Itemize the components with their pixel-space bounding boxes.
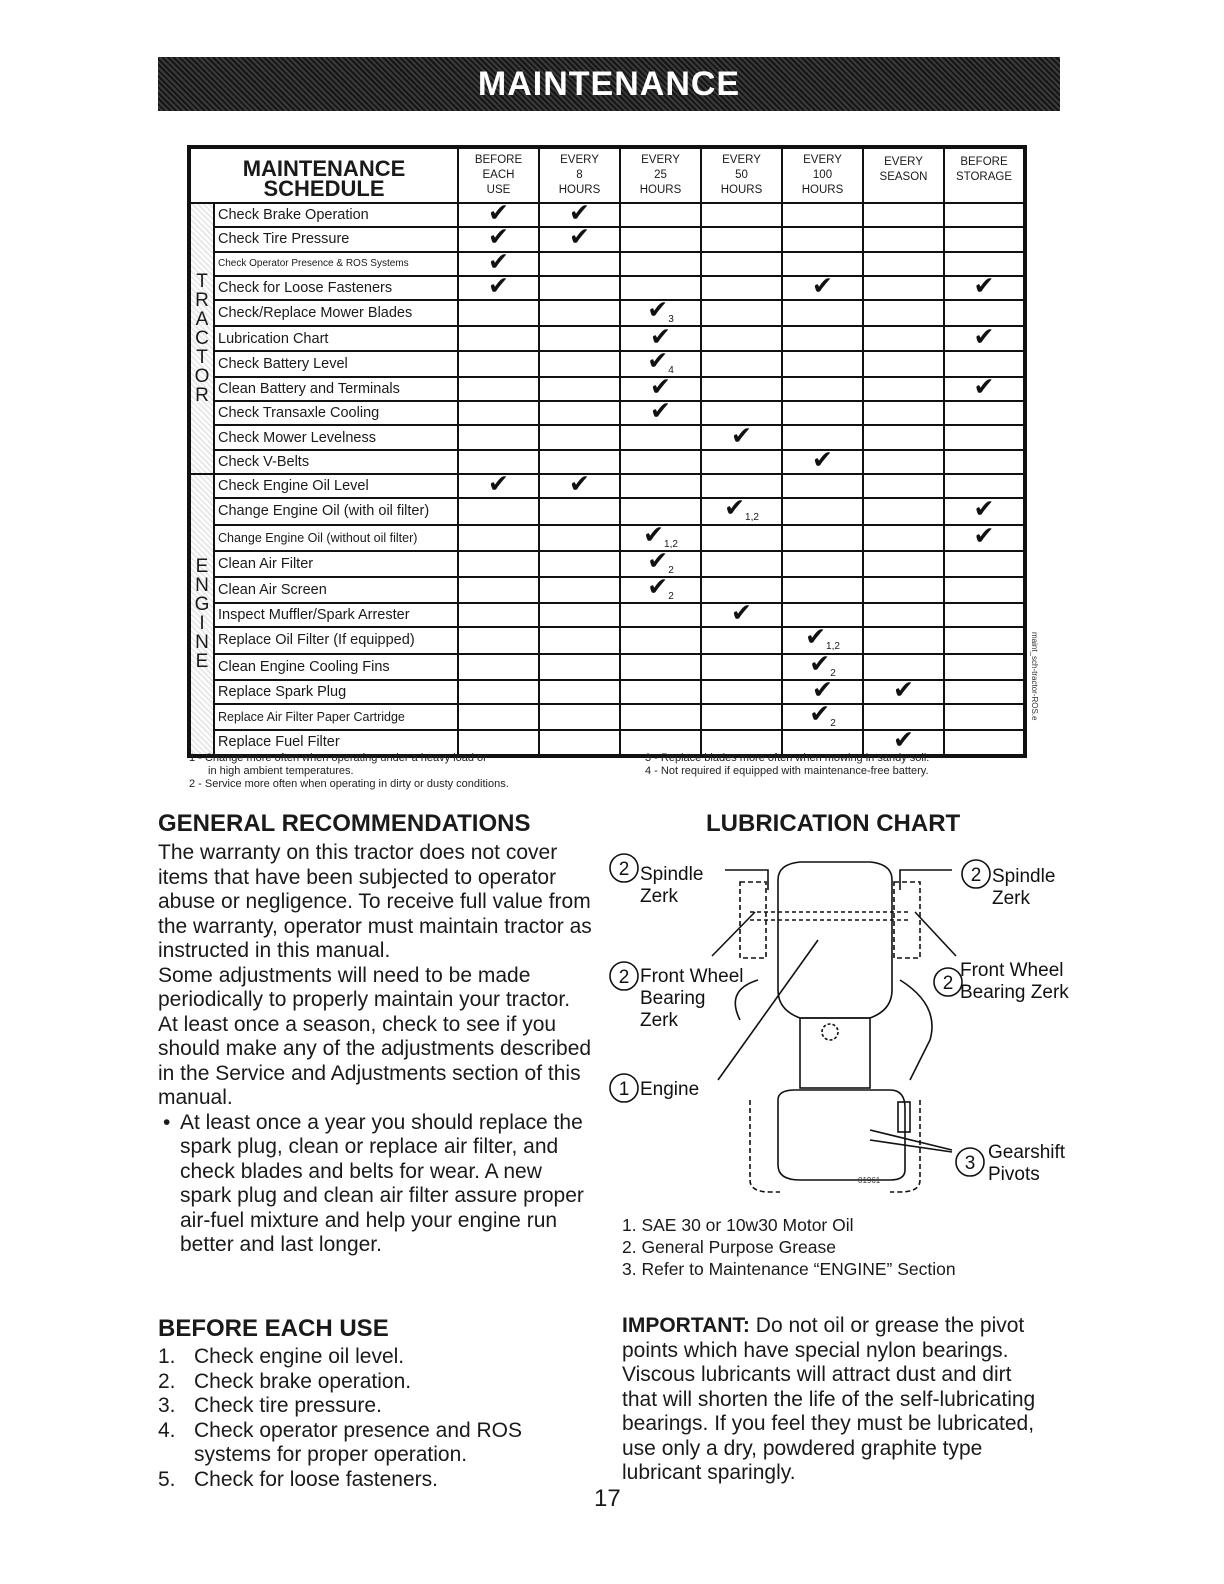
schedule-cell (863, 450, 944, 474)
check-mark-icon: ✔ (973, 372, 995, 401)
schedule-cell (458, 704, 539, 730)
schedule-cell (539, 326, 620, 350)
maintenance-schedule-table (187, 145, 1027, 758)
check-mark-icon: ✔ (650, 372, 671, 401)
schedule-cell (701, 276, 782, 300)
list-item: 3. Refer to Maintenance “ENGINE” Section (622, 1259, 956, 1279)
check-footnote-ref: 2 (830, 718, 836, 730)
schedule-cell (458, 351, 539, 377)
schedule-cell (782, 699, 863, 730)
footnote-1-cont: in high ambient temperatures. (208, 765, 354, 777)
schedule-cell (701, 227, 782, 251)
schedule-title-line2: SCHEDULE (263, 175, 385, 201)
check-footnote-ref: 1,2 (664, 538, 678, 550)
check-mark-icon: ✔ (973, 494, 995, 524)
task-label: Replace Air Filter Paper Cartridge (214, 704, 458, 730)
schedule-cell (620, 450, 701, 474)
schedule-cell (863, 551, 944, 577)
table-row (189, 252, 1025, 276)
schedule-cell (782, 326, 863, 350)
schedule-cell (863, 425, 944, 449)
schedule-cell (701, 203, 782, 227)
schedule-side-code: maint_sch-tractor-ROS.e (1030, 632, 1039, 721)
before-use-heading: BEFORE EACH USE (158, 1315, 389, 1342)
schedule-cell (539, 704, 620, 730)
lubrication-diagram (600, 840, 1090, 1210)
schedule-cell (458, 680, 539, 704)
schedule-cell (782, 300, 863, 326)
tractor-seat (778, 1090, 905, 1180)
schedule-cell (944, 425, 1025, 449)
spindle-left-label-2: Zerk (640, 886, 678, 907)
col-header-4: EVERY 100 HOURS (782, 147, 863, 203)
footnote-4: 4 - Not required if equipped with maintenance-free battery. (645, 765, 929, 777)
check-mark-icon: ✔ (643, 519, 665, 549)
list-item: 3. Check tire pressure. (158, 1394, 382, 1417)
schedule-cell (863, 300, 944, 326)
schedule-cell (458, 525, 539, 551)
schedule-cell (620, 571, 701, 603)
list-item: 4. Check operator presence and ROS systems for proper operation. (158, 1418, 523, 1466)
important-text: Do not oil or grease the pivot points which have special nylon bearings. Viscous lubricants will attract dust and dirt that will shorten the life of the self-lubricating bearings. If you feel they must be lubricated, use only a dry, powdered graphite type lubricant sparingly. (622, 1314, 1036, 1484)
check-mark-icon: ✔ (973, 271, 995, 301)
col-header-5: EVERY SEASON (863, 147, 944, 203)
schedule-cell (944, 520, 1025, 551)
schedule-title (189, 147, 458, 203)
gearshift-label-2: Pivots (988, 1164, 1040, 1185)
table-row (189, 425, 1025, 449)
schedule-cell (701, 551, 782, 577)
schedule-cell (944, 704, 1025, 730)
check-footnote-ref: 2 (668, 591, 674, 603)
fw-left-label: Front Wheel (640, 966, 744, 987)
schedule-cell (944, 603, 1025, 627)
check-footnote-ref: 3 (668, 314, 674, 326)
table-row (189, 577, 1025, 603)
schedule-cell (782, 401, 863, 425)
task-label: Clean Air Filter (214, 551, 458, 577)
col-header-6: BEFORE STORAGE (944, 147, 1025, 203)
general-para-1: The warranty on this tractor does not cover items that have been subjected to operator abuse or negligence. To receive full value from the warranty, operator must maintain tractor as instructed in this manual. (158, 841, 592, 962)
footnotes-right (645, 752, 929, 778)
check-mark-icon: ✔ (812, 674, 833, 704)
schedule-cell (782, 474, 863, 498)
leader-engine (718, 940, 818, 1080)
list-item: 1. SAE 30 or 10w30 Motor Oil (622, 1215, 854, 1235)
check-mark-icon: ✔ (973, 321, 995, 351)
schedule-cell (863, 351, 944, 377)
check-footnote-ref: 2 (830, 667, 836, 679)
task-label: Clean Battery and Terminals (214, 377, 458, 401)
list-item: 1. Check engine oil level. (158, 1345, 405, 1368)
check-mark-icon: ✔ (805, 622, 827, 652)
table-row (189, 450, 1025, 474)
gearshift-label: Gearshift (988, 1142, 1066, 1163)
schedule-cell (539, 680, 620, 704)
general-body (158, 841, 598, 1258)
deck-right-arc (900, 980, 932, 1080)
lubrication-heading: LUBRICATION CHART (706, 810, 961, 837)
task-label: Check Transaxle Cooling (214, 401, 458, 425)
engine-num: 1 (618, 1079, 630, 1100)
schedule-cell (863, 577, 944, 603)
schedule-cell (701, 420, 782, 450)
schedule-cell (701, 654, 782, 680)
task-label: Check Tire Pressure (214, 227, 458, 251)
schedule-cell (944, 551, 1025, 577)
schedule-cell (620, 396, 701, 426)
schedule-cell (863, 474, 944, 498)
group-label-tractor: T R A C T O R (189, 203, 214, 474)
check-footnote-ref: 1,2 (826, 641, 840, 653)
general-para-2: Some adjustments will need to be made periodically to properly maintain your tractor. (158, 963, 571, 1011)
task-label: Clean Engine Cooling Fins (214, 654, 458, 680)
schedule-cell (944, 401, 1025, 425)
task-label: Check Operator Presence & ROS Systems (214, 252, 458, 276)
col-header-0: BEFORE EACH USE (458, 147, 539, 203)
schedule-cell (458, 425, 539, 449)
leader-spindle-right (900, 870, 952, 890)
list-item: 2. General Purpose Grease (622, 1237, 837, 1257)
schedule-cell (701, 326, 782, 350)
check-mark-icon: ✔ (812, 444, 833, 474)
schedule-cell (458, 498, 539, 524)
schedule-cell (620, 603, 701, 627)
spindle-left-num: 2 (618, 859, 630, 880)
schedule-cell (620, 680, 701, 704)
schedule-cell (458, 627, 539, 653)
task-label: Change Engine Oil (without oil filter) (214, 525, 458, 551)
schedule-cell (458, 377, 539, 401)
important-label: IMPORTANT: (622, 1314, 750, 1337)
schedule-cell (863, 276, 944, 300)
schedule-cell (539, 603, 620, 627)
task-label: Clean Air Screen (214, 577, 458, 603)
schedule-cell (782, 377, 863, 401)
schedule-title-line1: MAINTENANCE (242, 155, 406, 181)
schedule-cell (701, 351, 782, 377)
general-para-3: At least once a season, check to see if you should make any of the adjustments described in the Service and Adjustments section of this manual. (158, 1012, 592, 1109)
fw-left-num: 2 (618, 967, 630, 988)
schedule-cell (863, 203, 944, 227)
table-row (189, 627, 1025, 653)
check-footnote-ref: 1,2 (745, 512, 759, 524)
col-header-2: EVERY 25 HOURS (620, 147, 701, 203)
check-mark-icon: ✔ (647, 295, 669, 325)
schedule-cell (539, 730, 620, 755)
check-mark-icon: ✔ (724, 493, 746, 523)
check-mark-icon: ✔ (809, 648, 831, 678)
page-banner: MAINTENANCE (158, 57, 1060, 111)
schedule-cell (863, 525, 944, 551)
table-row (189, 680, 1025, 704)
task-label: Replace Fuel Filter (214, 730, 458, 755)
task-label: Check Battery Level (214, 351, 458, 377)
fw-right-label: Front Wheel (960, 960, 1064, 981)
important-note (622, 1314, 1052, 1486)
schedule-cell (539, 469, 620, 499)
footnote-1: 1 - Change more often when operating under a heavy load or (189, 752, 487, 764)
col-header-3: EVERY 50 HOURS (701, 147, 782, 203)
schedule-cell (458, 271, 539, 301)
task-label: Check Brake Operation (214, 203, 458, 227)
task-label: Change Engine Oil (with oil filter) (214, 498, 458, 524)
schedule-cell (863, 401, 944, 425)
schedule-cell (863, 603, 944, 627)
task-label: Check for Loose Fasteners (214, 276, 458, 300)
schedule-cell (458, 469, 539, 499)
task-label: Lubrication Chart (214, 326, 458, 350)
check-mark-icon: ✔ (569, 222, 590, 252)
schedule-cell (458, 577, 539, 603)
schedule-cell (944, 627, 1025, 653)
schedule-cell (782, 351, 863, 377)
schedule-cell (539, 276, 620, 300)
schedule-cell (863, 326, 944, 350)
schedule-cell (458, 603, 539, 627)
rear-wheels (750, 1100, 920, 1192)
check-mark-icon: ✔ (973, 520, 995, 550)
fw-left-label-3: Zerk (640, 1010, 678, 1031)
footnotes-left (189, 752, 509, 791)
task-label: Replace Oil Filter (If equipped) (214, 627, 458, 653)
leader-fw-right (915, 912, 956, 956)
schedule-cell (701, 493, 782, 524)
schedule-cell (458, 654, 539, 680)
tractor-frame (800, 1018, 870, 1088)
schedule-cell (701, 300, 782, 326)
schedule-cell (944, 227, 1025, 251)
check-mark-icon: ✔ (731, 598, 752, 628)
schedule-cell (539, 222, 620, 252)
check-mark-icon: ✔ (569, 469, 590, 499)
check-mark-icon: ✔ (488, 222, 509, 252)
check-mark-icon: ✔ (812, 271, 833, 301)
schedule-cell (539, 252, 620, 276)
check-mark-icon: ✔ (488, 198, 509, 228)
check-mark-icon: ✔ (488, 246, 509, 276)
schedule-cell (539, 551, 620, 577)
drawing-code: 01961 (858, 1176, 881, 1185)
check-mark-icon: ✔ (893, 674, 914, 704)
task-label: Inspect Muffler/Spark Arrester (214, 603, 458, 627)
table-row (189, 326, 1025, 350)
schedule-cell (701, 252, 782, 276)
check-mark-icon: ✔ (488, 469, 509, 499)
page-number: 17 (594, 1485, 621, 1512)
schedule-cell (863, 227, 944, 251)
schedule-cell (863, 377, 944, 401)
schedule-cell (701, 627, 782, 653)
schedule-cell (701, 680, 782, 704)
schedule-cell (539, 377, 620, 401)
schedule-cell (539, 525, 620, 551)
gearshift-pivot (898, 1102, 910, 1132)
schedule-cell (701, 377, 782, 401)
schedule-cell (458, 300, 539, 326)
table-row (189, 525, 1025, 551)
front-axle (750, 912, 910, 920)
schedule-cell (539, 351, 620, 377)
spindle-left-label: Spindle (640, 864, 704, 885)
table-row (189, 498, 1025, 524)
gearshift-num: 3 (964, 1153, 976, 1174)
schedule-cell (782, 444, 863, 474)
schedule-cell (620, 627, 701, 653)
schedule-cell (620, 252, 701, 276)
spindle-right-label-2: Zerk (992, 888, 1030, 909)
task-label: Check Engine Oil Level (214, 474, 458, 498)
check-footnote-ref: 4 (668, 364, 674, 376)
check-mark-icon: ✔ (809, 699, 831, 729)
schedule-cell (539, 577, 620, 603)
spindle-right-label: Spindle (992, 866, 1056, 887)
schedule-cell (944, 203, 1025, 227)
schedule-cell (863, 498, 944, 524)
schedule-cell (944, 450, 1025, 474)
schedule-cell (539, 401, 620, 425)
schedule-cell (944, 271, 1025, 301)
check-mark-icon: ✔ (650, 396, 671, 426)
schedule-cell (701, 525, 782, 551)
schedule-cell (782, 498, 863, 524)
schedule-cell (782, 271, 863, 301)
schedule-cell (944, 654, 1025, 680)
general-heading: GENERAL RECOMMENDATIONS (158, 810, 531, 837)
check-mark-icon: ✔ (650, 321, 671, 351)
fw-right-label-2: Bearing Zerk (960, 982, 1069, 1003)
schedule-cell (620, 654, 701, 680)
schedule-cell (458, 326, 539, 350)
footnote-3: 3 - Replace blades more often when mowing in sandy soil. (645, 752, 930, 764)
schedule-cell (782, 203, 863, 227)
schedule-cell (458, 551, 539, 577)
leader-fw-left (712, 912, 755, 956)
table-row (189, 203, 1025, 227)
table-row (189, 276, 1025, 300)
lubricant-list (622, 1214, 956, 1280)
check-mark-icon: ✔ (893, 725, 914, 755)
task-label: Replace Spark Plug (214, 680, 458, 704)
schedule-cell (539, 300, 620, 326)
task-label: Check Mower Levelness (214, 425, 458, 449)
schedule-cell (539, 425, 620, 449)
spindle-right-num: 2 (970, 865, 982, 886)
schedule-cell (782, 227, 863, 251)
table-row (189, 377, 1025, 401)
engine-fill-cap (822, 1024, 838, 1040)
col-header-1: EVERY 8 HOURS (539, 147, 620, 203)
schedule-cell (539, 498, 620, 524)
schedule-cell (944, 321, 1025, 351)
schedule-cell (863, 252, 944, 276)
general-bullet: • At least once a year you should replace the spark plug, clean or replace air filter, and check blades and belts for wear. A new spark plug and clean air filter assure proper air-fuel mixture and help your engine run better and last longer. (158, 1111, 598, 1258)
table-row (189, 401, 1025, 425)
schedule-cell (944, 680, 1025, 704)
task-label: Check/Replace Mower Blades (214, 300, 458, 326)
before-use-list (158, 1345, 598, 1492)
schedule-cell (620, 704, 701, 730)
table-row (189, 351, 1025, 377)
check-mark-icon: ✔ (647, 545, 669, 575)
fw-right-num: 2 (942, 973, 954, 994)
check-footnote-ref: 2 (668, 564, 674, 576)
schedule-cell (944, 577, 1025, 603)
schedule-cell (701, 598, 782, 628)
schedule-cell (539, 654, 620, 680)
schedule-cell (701, 704, 782, 730)
footnote-2: 2 - Service more often when operating in dirty or dusty conditions. (189, 778, 509, 790)
schedule-cell (701, 450, 782, 474)
schedule-cell (620, 474, 701, 498)
schedule-cell (944, 730, 1025, 755)
table-row (189, 227, 1025, 251)
task-label: Check V-Belts (214, 450, 458, 474)
schedule-cell (782, 577, 863, 603)
check-mark-icon: ✔ (488, 271, 509, 301)
check-mark-icon: ✔ (569, 198, 590, 228)
check-mark-icon: ✔ (731, 420, 752, 450)
table-row (189, 603, 1025, 627)
schedule-cell (458, 401, 539, 425)
schedule-cell (620, 203, 701, 227)
schedule-cell (863, 674, 944, 704)
schedule-cell (863, 627, 944, 653)
list-item: 5. Check for loose fasteners. (158, 1467, 438, 1491)
fw-left-label-2: Bearing (640, 988, 706, 1009)
schedule-cell (782, 525, 863, 551)
schedule-cell (944, 372, 1025, 401)
check-mark-icon: ✔ (647, 345, 669, 375)
table-row (189, 551, 1025, 577)
leader-spindle-left (725, 870, 768, 890)
table-row (189, 474, 1025, 498)
list-item: 2. Check brake operation. (158, 1369, 412, 1393)
table-row (189, 300, 1025, 326)
engine-label: Engine (640, 1079, 700, 1100)
schedule-cell (539, 627, 620, 653)
schedule-cell (620, 425, 701, 449)
schedule-cell (620, 227, 701, 251)
group-label-engine: E N G I N E (189, 474, 214, 756)
schedule-cell (782, 551, 863, 577)
tractor-hood (778, 862, 892, 1018)
check-mark-icon: ✔ (647, 571, 669, 601)
leader-gearshift (870, 1130, 952, 1152)
